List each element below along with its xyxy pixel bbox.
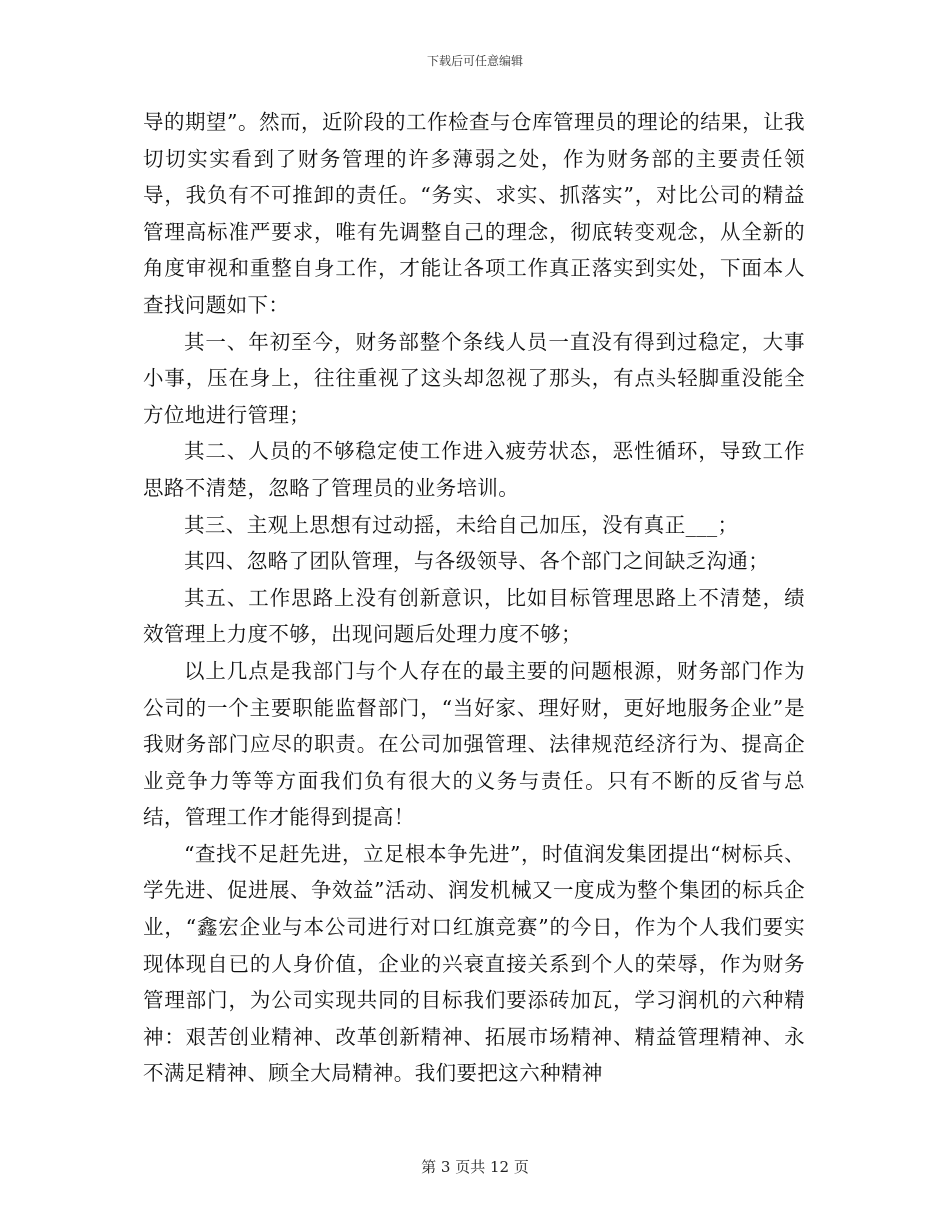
page-header: 下载后可任意编辑 bbox=[426, 54, 523, 68]
paragraph-issue-1: 其一、年初至今，财务部整个条线人员一直没有得到过稳定，大事小事，压在身上，往往重视了这头却忽视了那头，有点头轻脚重没能全方位地进行管理； bbox=[143, 329, 805, 427]
paragraph-issue-3: 其三、主观上思想有过动摇，未给自己加压，没有真正___； bbox=[184, 512, 739, 537]
page-number: 第 3 页共 12 页 bbox=[421, 1158, 529, 1176]
paragraph-spirit: “查找不足赶先进，立足根本争先进”，时值润发集团提出“树标兵、学先进、促进展、争效益”活动、润发机械又一度成为整个集团的标兵企业，“鑫宏企业与本公司进行对口红旗竞赛”的今日，作为个人我们要实现体现自已的人身价值，企业的兴衰直接关系到个人的荣辱，作为财务管理部门，为公司实现共同的目标我们要添砖加瓦，学习润机的六种精神：艰苦创业精神、改革创新精神、拓展市场精神、精益管理精神、永不满足精神、顾全大局精神。我们要把这六种精神 bbox=[143, 841, 805, 1086]
paragraph-issue-4: 其四、忽略了团队管理，与各级领导、各个部门之间缺乏沟通； bbox=[184, 549, 770, 574]
paragraph-summary: 以上几点是我部门与个人存在的最主要的问题根源，财务部门作为公司的一个主要职能监督部门，“当好家、理好财，更好地服务企业”是我财务部门应尽的职责。在公司加强管理、法律规范经济行为、提高企业竞争力等等方面我们负有很大的义务与责任。只有不断的反省与总结，管理工作才能得到提高！ bbox=[143, 658, 805, 830]
paragraph-issue-2: 其二、人员的不够稳定使工作进入疲劳状态，恶性循环，导致工作思路不清楚，忽略了管理员的业务培训。 bbox=[143, 439, 805, 500]
paragraph-continuation: 导的期望”。然而，近阶段的工作检查与仓库管理员的理论的结果，让我切切实实看到了财务管理的许多薄弱之处，作为财务部的主要责任领导，我负有不可推卸的责任。“务实、求实、抓落实”，对比公司的精益管理高标准严要求，唯有先调整自己的理念，彻底转变观念，从全新的角度审视和重整自身工作，才能让各项工作真正落实到实处，下面本人查找问题如下： bbox=[143, 110, 805, 317]
paragraph-issue-5: 其五、工作思路上没有创新意识，比如目标管理思路上不清楚，绩效管理上力度不够，出现问题后处理力度不够； bbox=[143, 585, 805, 647]
document-body bbox=[143, 104, 805, 1092]
